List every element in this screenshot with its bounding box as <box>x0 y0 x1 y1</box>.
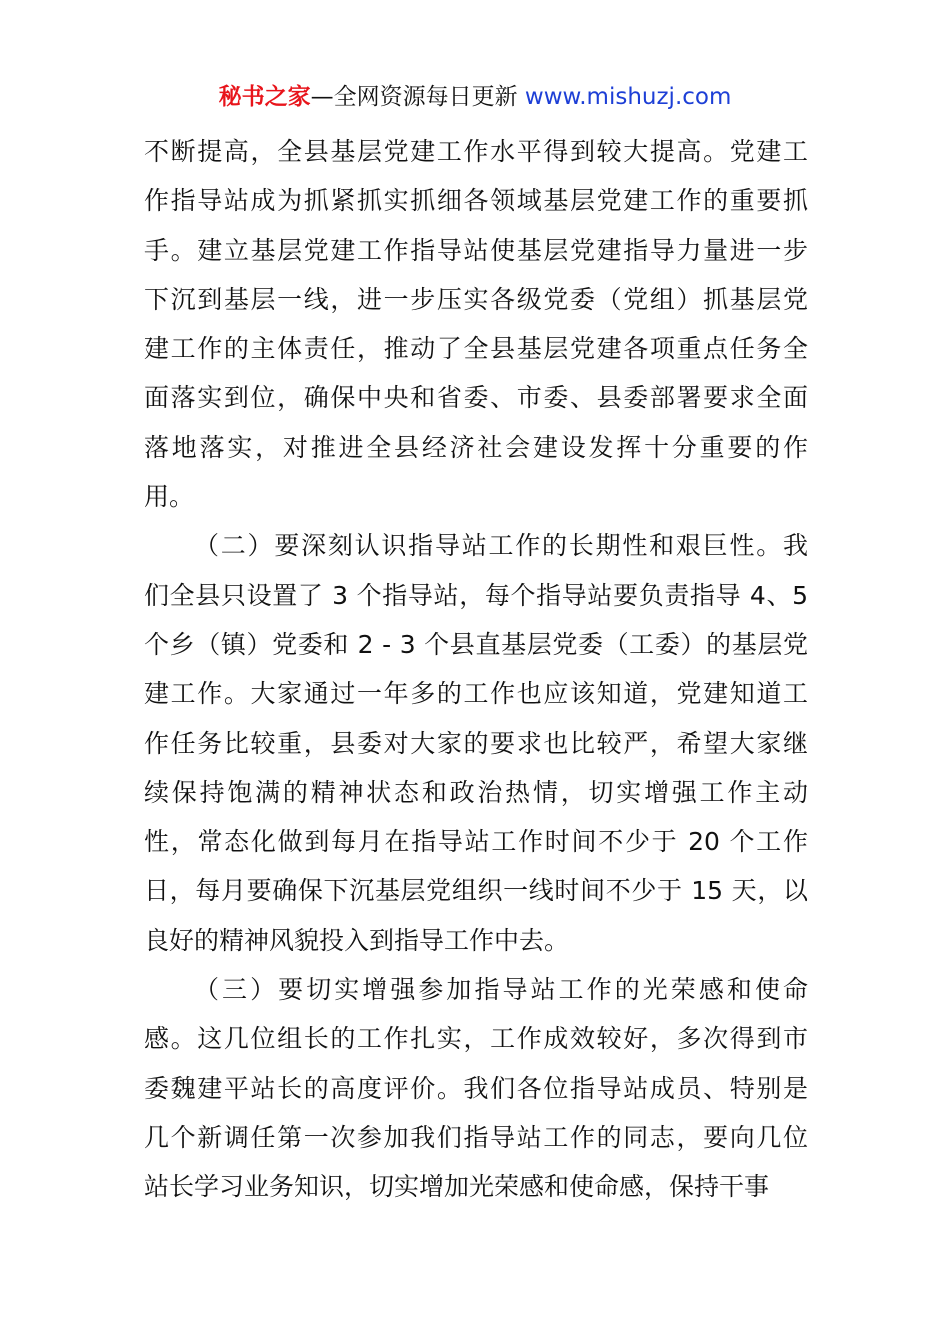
text-line: 用。 <box>144 482 195 512</box>
text-line: 们全县只设置了 3 个指导站，每个指导站要负责指导 4、5 <box>144 580 808 610</box>
text-line: （三）要切实增强参加指导站工作的光荣感和使命 <box>194 975 808 1005</box>
text-line: 面落实到位，确保中央和省委、市委、县委部署要求全面 <box>144 383 808 413</box>
text-line: 作任务比较重，县委对大家的要求也比较严，希望大家继 <box>144 728 808 758</box>
text-line: 建工作。大家通过一年多的工作也应该知道，党建知道工 <box>144 679 808 709</box>
text-line: 站长学习业务知识，切实增加光荣感和使命感，保持干事 <box>144 1172 770 1202</box>
text-line: 良好的精神风貌投入到指导工作中去。 <box>144 925 570 955</box>
text-line: 感。这几位组长的工作扎实，工作成效较好，多次得到市 <box>144 1024 808 1054</box>
text-line: 建工作的主体责任，推动了全县基层党建各项重点任务全 <box>144 334 808 364</box>
text-line: 日，每月要确保下沉基层党组织一线时间不少于 15 天，以 <box>144 876 808 906</box>
paragraph <box>144 127 808 521</box>
text-line: 个乡（镇）党委和 2 - 3 个县直基层党委（工委）的基层党 <box>144 629 808 659</box>
text-line: 落地落实，对推进全县经济社会建设发挥十分重要的作 <box>144 432 808 462</box>
text-line: 下沉到基层一线，进一步压实各级党委（党组）抓基层党 <box>144 284 808 314</box>
text-line: 不断提高，全县基层党建工作水平得到较大提高。党建工 <box>144 137 808 166</box>
site-brand: 秘书之家 <box>218 84 311 110</box>
site-url-link[interactable]: www.mishuzj.com <box>524 84 732 110</box>
text-line: 委魏建平站长的高度评价。我们各位指导站成员、特别是 <box>144 1073 808 1103</box>
document-body <box>144 127 808 1212</box>
text-line: 性，常态化做到每月在指导站工作时间不少于 20 个工作 <box>144 827 808 857</box>
paragraph <box>144 965 808 1211</box>
paragraph <box>144 521 808 965</box>
text-line: （二）要深刻认识指导站工作的长期性和艰巨性。我 <box>194 531 808 561</box>
text-line: 几个新调任第一次参加我们指导站工作的同志，要向几位 <box>144 1122 808 1152</box>
site-header <box>0 80 950 114</box>
text-line: 作指导站成为抓紧抓实抓细各领域基层党建工作的重要抓 <box>144 186 808 216</box>
text-line: 手。建立基层党建工作指导站使基层党建指导力量进一步 <box>144 235 808 265</box>
site-tagline: —全网资源每日更新 <box>310 84 525 110</box>
text-line: 续保持饱满的精神状态和政治热情，切实增强工作主动 <box>144 777 808 807</box>
